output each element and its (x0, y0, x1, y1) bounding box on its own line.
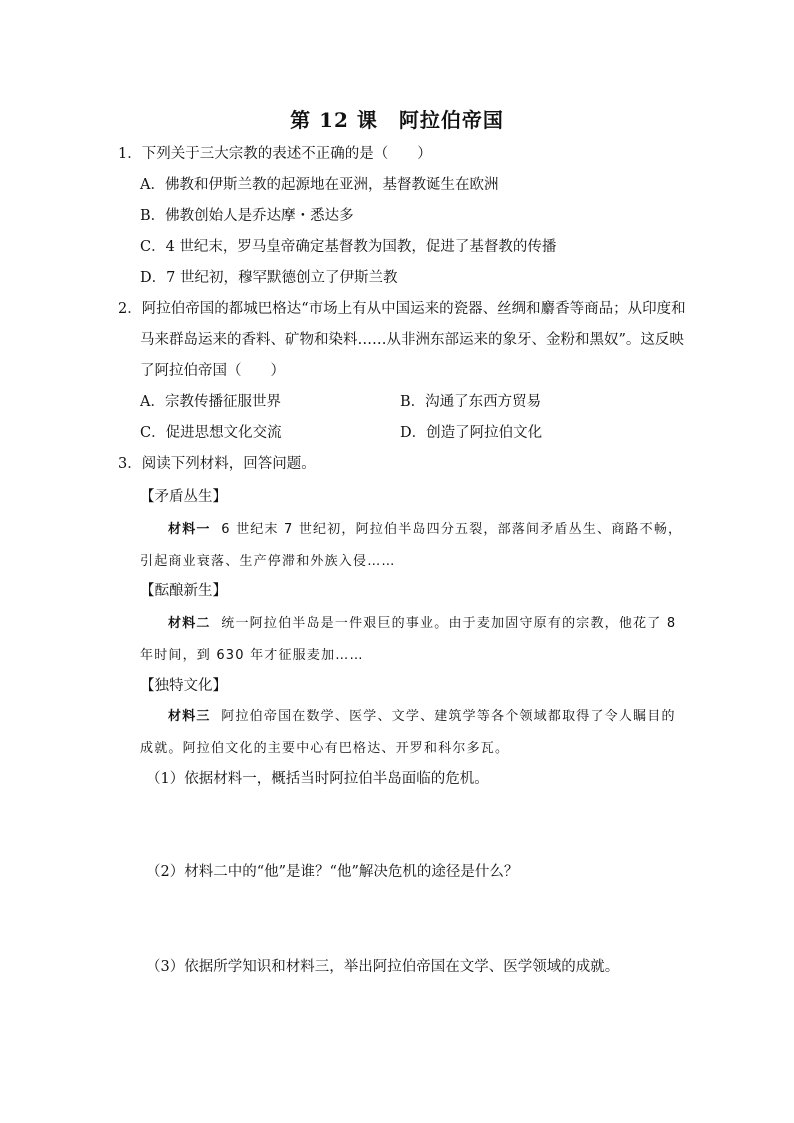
q2-stem-line-1: 2．阿拉伯帝国的都城巴格达“市场上有从中国运来的瓷器、丝绸和麝香等商品；从印度和 (118, 301, 686, 317)
material-line: 年时间，到 630 年才征服麦加…… (140, 648, 364, 663)
q2-option-b: B．沟通了东西方贸易 (400, 394, 542, 410)
q2-stem-line-3: 了阿拉伯帝国（ ） (140, 363, 285, 379)
q1-option-b: B．佛教创始人是乔达摩・悉达多 (140, 208, 354, 224)
q3-stem: 3．阅读下列材料，回答问题。 (118, 456, 316, 472)
section-heading: 【酝酿新生】 (140, 583, 227, 599)
material-text: 统一阿拉伯半岛是一件艰巨的事业。由于麦加固守原有的宗教，他花了 8 (221, 616, 677, 631)
q2-option-c: C．促进思想文化交流 (140, 425, 282, 441)
material-text: 6 世纪末 7 世纪初，阿拉伯半岛四分五裂，部落间矛盾丛生、商路不畅， (221, 522, 683, 537)
q1-option-c: C．4 世纪末，罗马皇帝确定基督教为国教，促进了基督教的传播 (140, 239, 557, 255)
subquestion-1: （1）依据材料一，概括当时阿拉伯半岛面临的危机。 (146, 771, 489, 787)
material-text: 阿拉伯帝国在数学、医学、文学、建筑学等各个领域都取得了令人瞩目的 (221, 709, 676, 724)
material-line (168, 614, 676, 634)
q2-option-d: D．创造了阿拉伯文化 (400, 425, 543, 441)
material-label: 材料一 (168, 522, 211, 537)
q2-option-a: A．宗教传播征服世界 (140, 394, 281, 410)
q1-option-d: D．7 世纪初，穆罕默德创立了伊斯兰教 (140, 270, 398, 286)
q1-stem: 1．下列关于三大宗教的表述不正确的是（ ） (118, 146, 432, 162)
material-line (168, 707, 676, 727)
section-heading: 【独特文化】 (140, 678, 227, 694)
material-line: 成就。阿拉伯文化的主要中心有巴格达、开罗和科尔多瓦。 (140, 741, 510, 756)
subquestion-2: （2）材料二中的“他”是谁？“他”解决危机的途径是什么？ (146, 864, 519, 880)
subquestion-3: （3）依据所学知识和材料三，举出阿拉伯帝国在文学、医学领域的成就。 (146, 959, 620, 975)
section-heading: 【矛盾丛生】 (140, 489, 227, 505)
q1-option-a: A．佛教和伊斯兰教的起源地在亚洲，基督教诞生在欧洲 (140, 177, 499, 193)
material-line: 引起商业衰落、生产停滞和外族入侵…… (140, 554, 396, 569)
page-title: 第 12 课 阿拉伯帝国 (290, 108, 504, 132)
q2-stem-line-2: 马来群岛运来的香料、矿物和染料……从非洲东部运来的象牙、金粉和黑奴”。这反映 (140, 332, 684, 348)
material-line (168, 520, 682, 540)
material-label: 材料二 (168, 616, 211, 631)
material-label: 材料三 (168, 709, 211, 724)
